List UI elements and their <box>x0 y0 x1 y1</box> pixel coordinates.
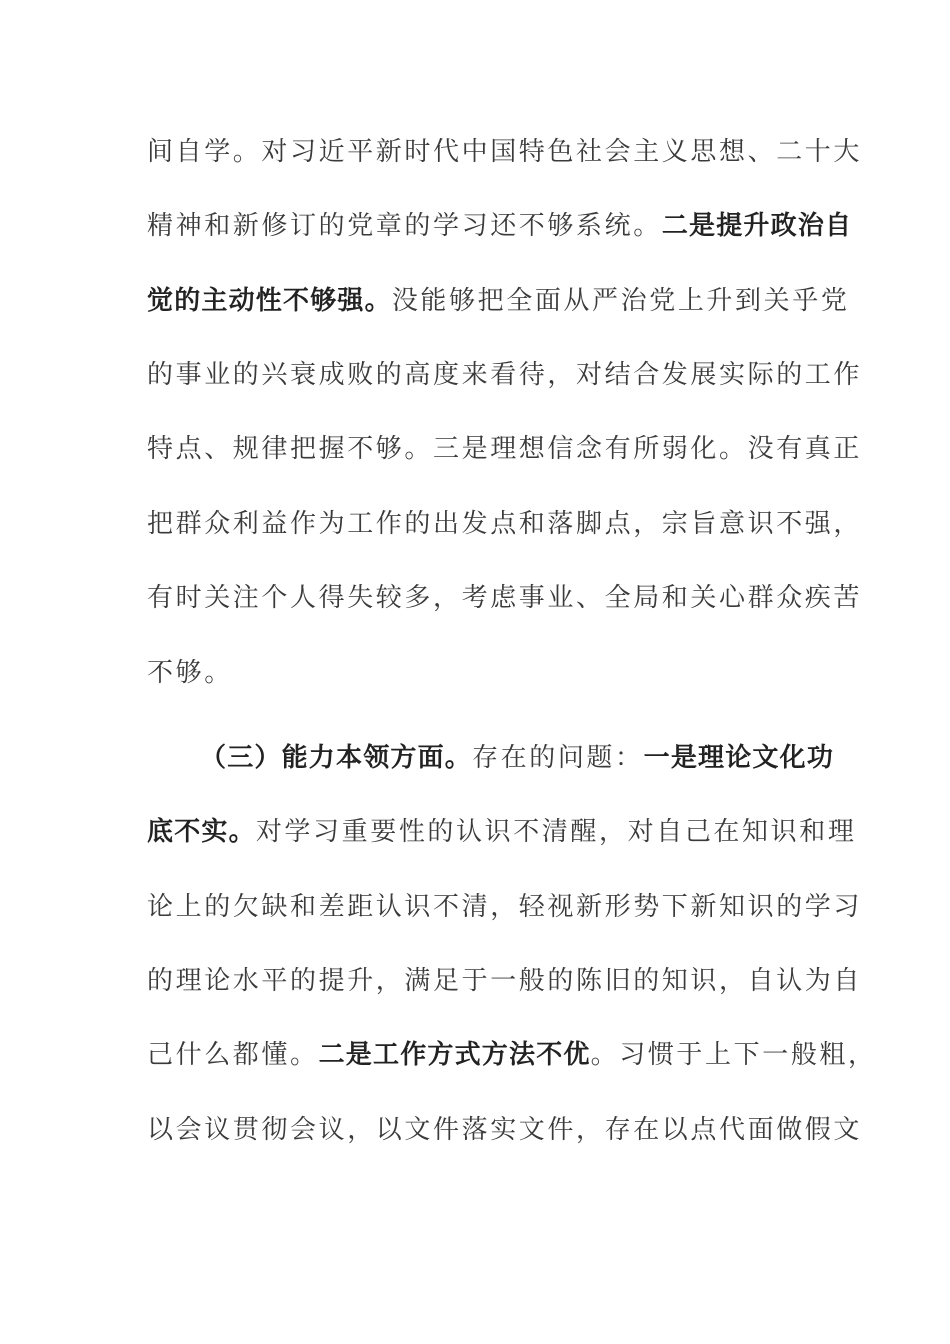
text-segment: 的理论水平的提升，满足于一般的陈旧的知识，自认为自 <box>147 966 863 996</box>
text-segment: 的事业的兴衰成败的高度来看待，对结合发展实际的工作 <box>147 360 863 390</box>
text-segment: 论上的欠缺和差距认识不清，轻视新形势下新知识的学习 <box>147 892 863 922</box>
text-segment: 间自学。对习近平新时代中国特色社会主义思想、二十大 <box>147 137 863 167</box>
text-segment: 不够。 <box>147 658 233 688</box>
text-segment: 存在的问题： <box>472 743 644 773</box>
text-line <box>147 429 863 469</box>
section-heading: （三）能力本领方面。 <box>200 743 473 773</box>
bold-heading-segment: 觉的主动性不够强。 <box>147 286 392 316</box>
text-line <box>147 1035 877 1075</box>
section-heading-line <box>200 738 880 778</box>
text-segment: 对学习重要性的认识不清醒，对自己在知识和理 <box>255 817 857 847</box>
text-line <box>147 504 863 544</box>
text-line <box>147 887 863 927</box>
text-line <box>147 812 857 852</box>
text-line <box>147 1110 863 1150</box>
bold-heading-segment: 一是理论文化功 <box>643 743 835 773</box>
text-segment: 有时关注个人得失较多，考虑事业、全局和关心群众疾苦 <box>147 583 863 613</box>
text-line <box>147 132 863 172</box>
text-line <box>147 653 827 693</box>
text-line <box>147 281 850 321</box>
text-line <box>147 961 863 1001</box>
text-segment: 精神和新修订的党章的学习还不够系统。 <box>147 211 662 241</box>
text-segment: 把群众利益作为工作的出发点和落脚点，宗旨意识不强， <box>147 509 863 539</box>
bold-heading-segment: 二是提升政治自 <box>661 211 853 241</box>
text-segment: 特点、规律把握不够。三是理想信念有所弱化。没有真正 <box>147 434 863 464</box>
text-segment: 没能够把全面从严治党上升到关乎党 <box>391 286 850 316</box>
text-line <box>147 578 863 618</box>
bold-heading-segment: 二是工作方式方法不优 <box>318 1040 591 1070</box>
text-segment: 己什么都懂。 <box>147 1040 319 1070</box>
text-line <box>147 355 863 395</box>
text-line <box>147 206 853 246</box>
text-segment: 。习惯于上下一般粗， <box>590 1040 877 1070</box>
text-segment: 以会议贯彻会议，以文件落实文件，存在以点代面做假文 <box>147 1115 863 1145</box>
bold-heading-segment: 底不实。 <box>147 817 256 847</box>
